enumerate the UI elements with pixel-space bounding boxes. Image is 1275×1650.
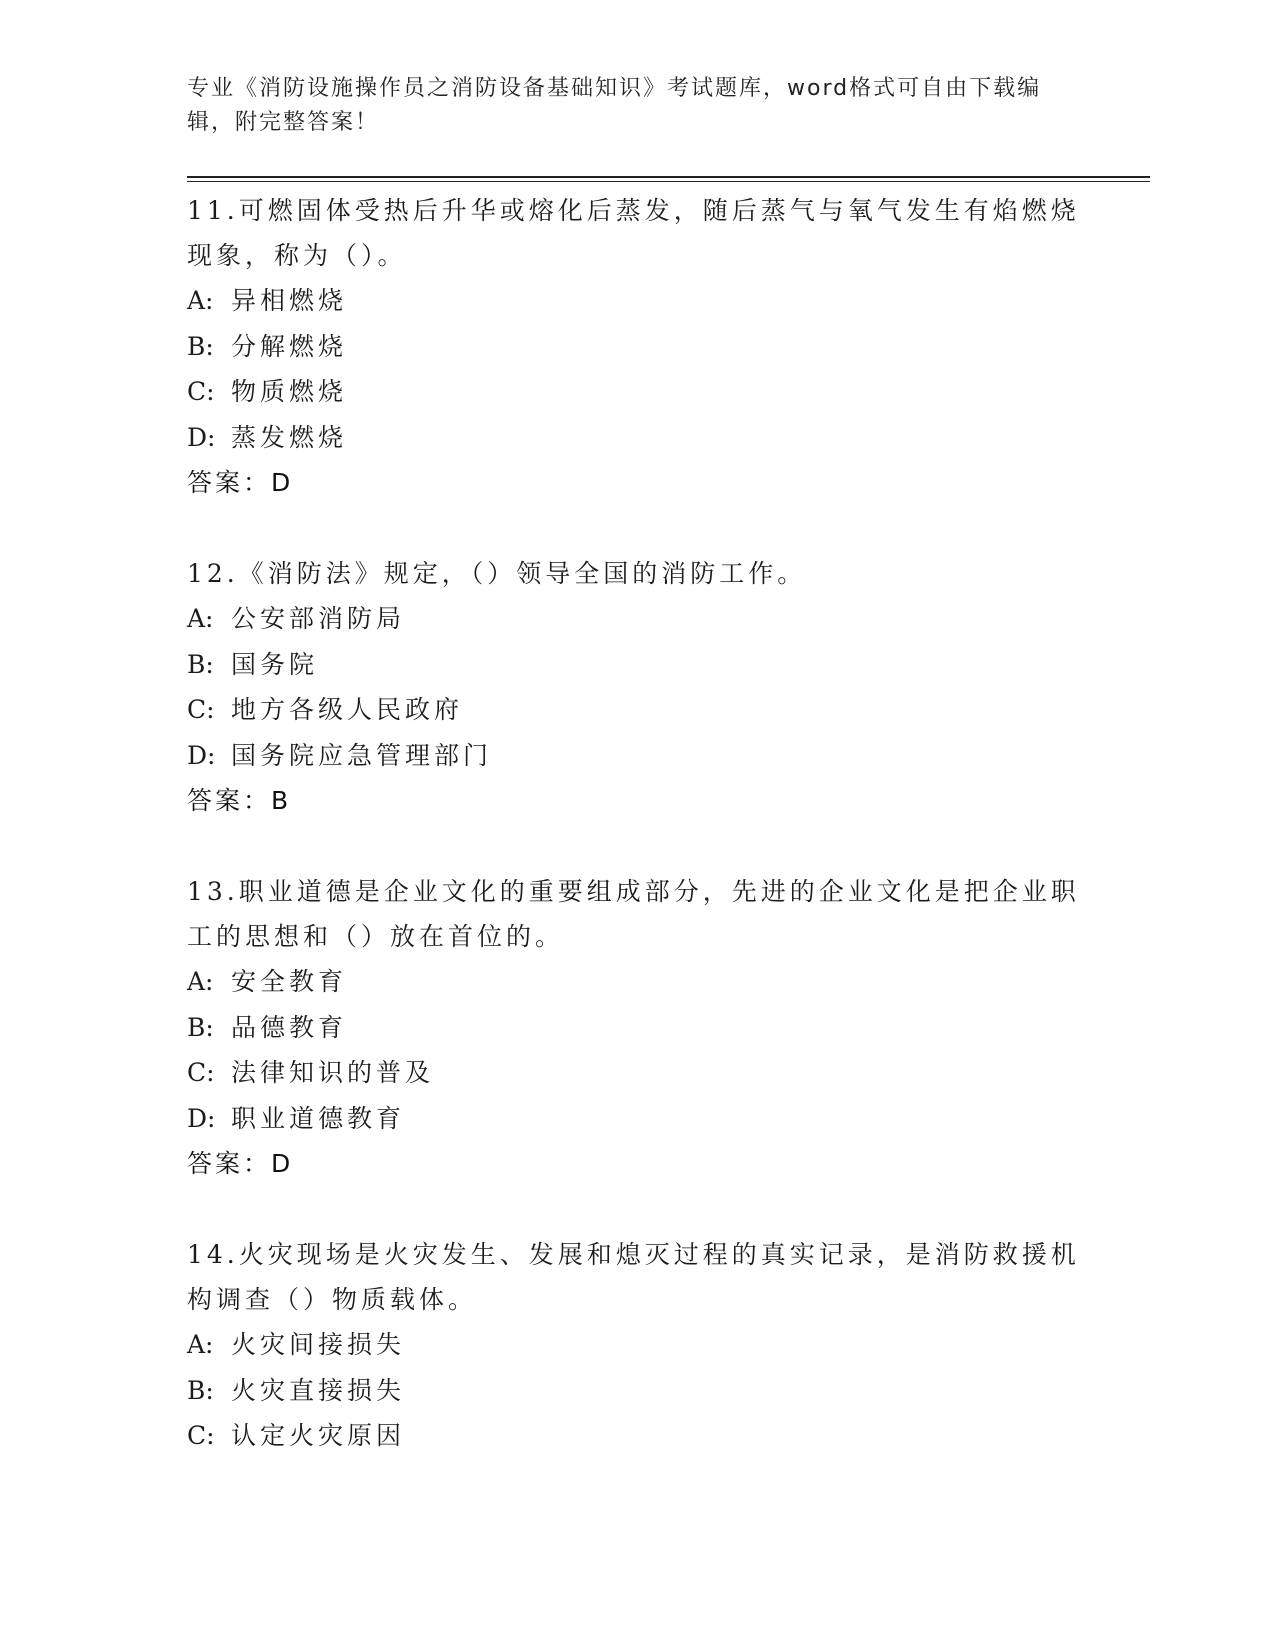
- option-a: [187, 1322, 1087, 1368]
- option-c: [187, 687, 1087, 733]
- option-text: 物质燃烧: [231, 377, 348, 406]
- option-letter: C:: [187, 1058, 215, 1087]
- option-text: 品德教育: [231, 1012, 348, 1042]
- option-letter: C:: [187, 695, 215, 724]
- option-d: [187, 1096, 1087, 1142]
- question-list: [187, 188, 1087, 1505]
- question-11: [187, 188, 1087, 505]
- option-text: 地方各级人民政府: [231, 695, 464, 724]
- question-13: [187, 869, 1087, 1186]
- option-text: 蒸发燃烧: [231, 422, 348, 452]
- option-a: [187, 596, 1087, 642]
- option-letter: B:: [187, 1375, 214, 1405]
- option-b: [187, 324, 1087, 370]
- option-letter: B:: [187, 1012, 214, 1042]
- document-header: 专业《消防设施操作员之消防设备基础知识》考试题库，word格式可自由下载编辑，附完整答案！: [187, 76, 1042, 135]
- question-text: 11.可燃固体受热后升华或熔化后蒸发，随后蒸气与氧气发生有焰燃烧现象，称为（）。: [187, 196, 1080, 270]
- option-text: 分解燃烧: [231, 331, 348, 361]
- option-text: 火灾直接损失: [231, 1375, 406, 1405]
- answer-line: 答案：D: [187, 1149, 294, 1178]
- option-letter: C:: [187, 1421, 215, 1450]
- option-text: 异相燃烧: [231, 286, 348, 315]
- option-b: [187, 642, 1087, 688]
- header-divider-top: [187, 176, 1150, 178]
- option-letter: A:: [187, 286, 214, 315]
- option-c: [187, 1050, 1087, 1096]
- option-text: 火灾间接损失: [231, 1330, 406, 1359]
- option-d: [187, 415, 1087, 461]
- option-c: [187, 369, 1087, 415]
- option-a: [187, 959, 1087, 1005]
- option-text: 安全教育: [231, 967, 348, 996]
- option-letter: C:: [187, 377, 215, 406]
- option-b: [187, 1368, 1087, 1414]
- option-text: 国务院应急管理部门: [231, 740, 493, 770]
- option-letter: D:: [187, 740, 216, 770]
- answer-line: 答案：B: [187, 786, 292, 815]
- option-letter: A:: [187, 604, 214, 633]
- option-letter: D:: [187, 1103, 216, 1133]
- option-text: 职业道德教育: [231, 1103, 406, 1133]
- option-letter: B:: [187, 649, 214, 679]
- question-text: 13.职业道德是企业文化的重要组成部分，先进的企业文化是把企业职工的思想和（）放在首位的。: [187, 877, 1080, 951]
- option-b: [187, 1005, 1087, 1051]
- question-text: 14.火灾现场是火灾发生、发展和熄灭过程的真实记录，是消防救援机构调查（）物质载体。: [187, 1240, 1080, 1314]
- option-text: 公安部消防局: [231, 604, 406, 633]
- option-letter: D:: [187, 422, 216, 452]
- option-d: [187, 733, 1087, 779]
- option-text: 法律知识的普及: [231, 1058, 435, 1087]
- question-12: [187, 551, 1087, 823]
- header-divider-bottom: [187, 181, 1150, 182]
- option-letter: A:: [187, 1330, 214, 1359]
- option-text: 国务院: [231, 649, 319, 679]
- question-14: [187, 1232, 1087, 1459]
- question-text: 12.《消防法》规定，（）领导全国的消防工作。: [187, 559, 807, 588]
- option-c: [187, 1413, 1087, 1459]
- answer-line: 答案：D: [187, 468, 294, 497]
- option-text: 认定火灾原因: [231, 1421, 406, 1450]
- option-letter: B:: [187, 331, 214, 361]
- option-letter: A:: [187, 967, 214, 996]
- option-a: [187, 278, 1087, 324]
